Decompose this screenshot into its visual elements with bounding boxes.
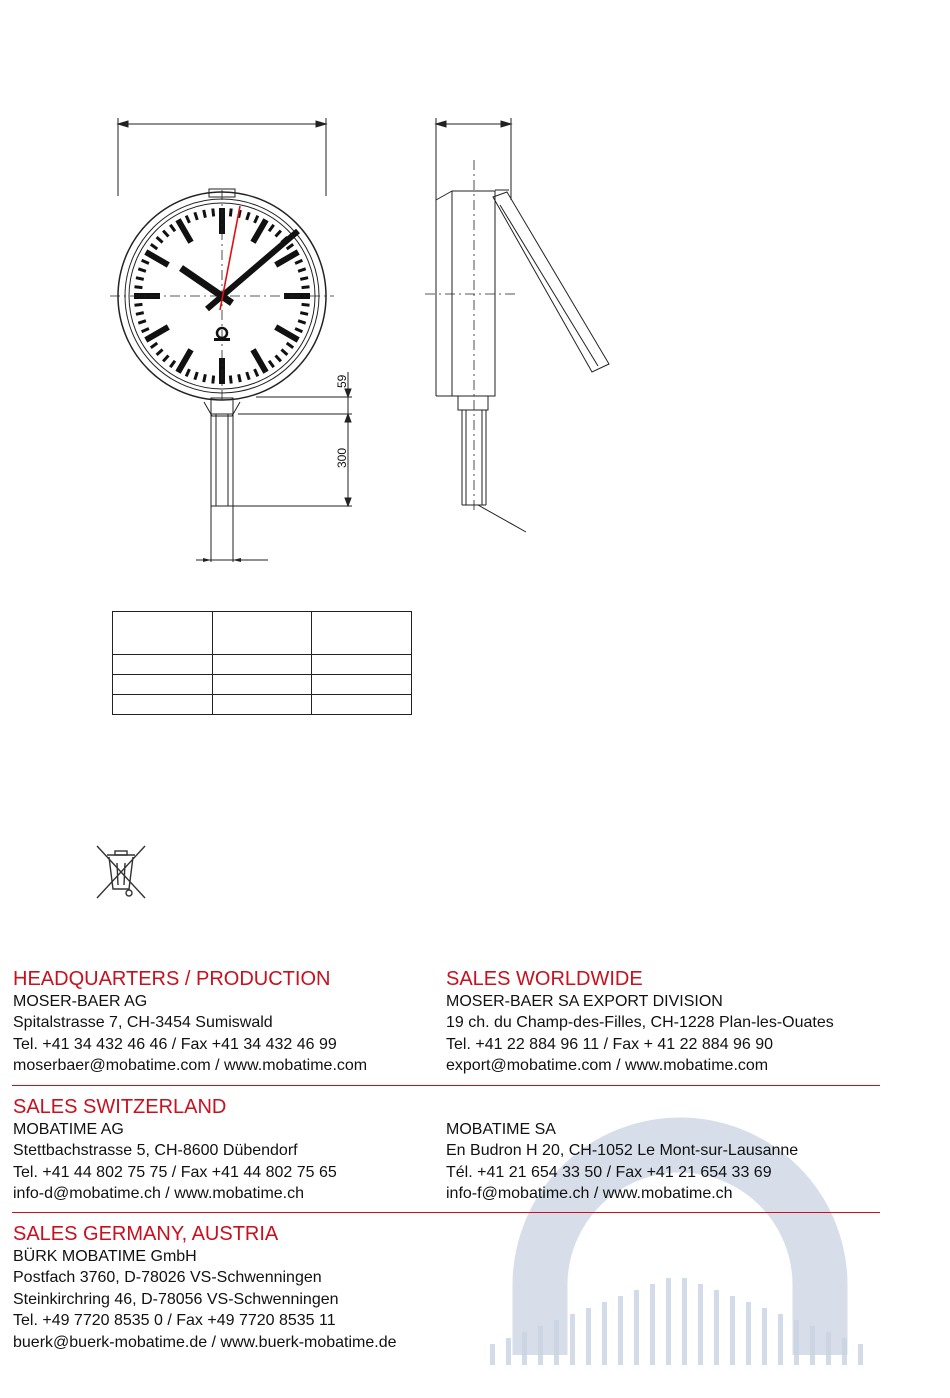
table-cell [212,675,312,695]
minute-tick [136,313,144,315]
table-cell [113,695,213,715]
address-line: En Budron H 20, CH-1052 Le Mont-sur-Lausanne [446,1142,799,1160]
minute-tick [302,304,310,305]
address-line: 19 ch. du Champ-des-Filles, CH-1228 Plan-les-Ouates [446,1014,834,1032]
switzerland-fr-section [446,1119,798,1205]
address-line: Stettbachstrasse 5, CH-8600 Dübendorf [13,1142,298,1160]
table-cell [212,612,312,655]
table-cell [312,612,412,655]
minute-tick [239,374,241,382]
phone-line: Tél. +41 21 654 33 50 / Fax +41 21 654 33 69 [446,1163,772,1181]
watermark-bar [634,1290,639,1365]
minute-tick [300,313,308,315]
watermark-bar [618,1296,623,1365]
table-cell [312,695,412,715]
phone-line: Tel. +41 34 432 46 46 / Fax +41 34 432 46 99 [13,1035,337,1053]
watermark-bar [794,1320,799,1365]
watermark-bar [682,1278,687,1365]
phone-line: Tel. +41 22 884 96 11 / Fax + 41 22 884 96 90 [446,1035,774,1053]
minute-tick [204,210,206,218]
address-line: Postfach 3760, D-78026 VS-Schwenningen [13,1269,322,1287]
height-dimensions [233,372,352,506]
minute-tick [213,208,214,216]
company-name: MOSER-BAER AG [13,993,148,1010]
watermark-bar [554,1320,559,1365]
table-cell [113,612,213,655]
minute-tick [134,287,142,288]
watermark-bar [778,1314,783,1365]
minute-tick [136,278,144,280]
watermark-bar [826,1332,831,1365]
specification-table [112,611,412,715]
address-line: Steinkirchring 46, D-78056 VS-Schwenningen [13,1290,339,1308]
watermark-bar [666,1278,671,1365]
section-divider [12,1085,880,1086]
minute-tick [302,287,310,288]
table-header-row [113,612,412,655]
switzerland-section [13,1095,337,1205]
front-width-dimension [118,118,326,196]
watermark-bar [746,1302,751,1365]
minute-tick [230,208,231,216]
watermark-bar [602,1302,607,1365]
company-name: MOSER-BAER SA EXPORT DIVISION [446,993,723,1010]
company-name: MOBATIME AG [13,1121,124,1138]
watermark-bar [730,1296,735,1365]
side-clock-view [425,118,609,532]
weee-crossed-bin-icon [93,843,149,901]
table-cell [113,655,213,675]
email-web-line: info-f@mobatime.ch / www.mobatime.ch [446,1185,733,1203]
minute-tick [230,376,231,384]
watermark-bar [538,1326,543,1365]
watermark-bar [586,1308,591,1365]
email-web-line: moserbaer@mobatime.com / www.mobatime.com [13,1057,368,1075]
watermark-bar [650,1284,655,1365]
table-cell [113,675,213,695]
phone-line: Tel. +49 7720 8535 0 / Fax +49 7720 8535 11 [13,1312,336,1330]
table-cell [212,695,312,715]
section-heading: SALES SWITZERLAND [13,1096,227,1118]
address-line: Spitalstrasse 7, CH-3454 Sumiswald [13,1014,273,1032]
company-name: BÜRK MOBATIME GmbH [13,1248,197,1265]
watermark-bar [522,1332,527,1365]
headquarters-section [13,967,367,1077]
watermark-bar [858,1344,863,1365]
email-web-line: buerk@buerk-mobatime.de / www.buerk-mobatime.de [13,1333,397,1351]
watermark-bar [810,1326,815,1365]
section-heading: SALES GERMANY, AUSTRIA [13,1223,279,1245]
section-heading: HEADQUARTERS / PRODUCTION [13,968,331,990]
watermark-bar [762,1308,767,1365]
company-name: MOBATIME SA [446,1121,556,1138]
watermark-bar [842,1338,847,1365]
table-cell [212,655,312,675]
section-heading: SALES WORLDWIDE [446,968,643,990]
minute-tick [213,376,214,384]
email-web-line: export@mobatime.com / www.mobatime.com [446,1057,769,1075]
table-row [113,695,412,715]
worldwide-section [446,967,834,1077]
dimension-label-59: 59 [335,374,349,388]
minute-tick [134,304,142,305]
table-row [113,655,412,675]
watermark-bar [570,1314,575,1365]
watermark-bar [506,1338,511,1365]
table-cell [312,655,412,675]
dimension-label-300: 300 [335,447,349,468]
watermark-bar [490,1344,495,1365]
table-cell [312,675,412,695]
watermark-bar [714,1290,719,1365]
phone-line: Tel. +41 44 802 75 75 / Fax +41 44 802 75 65 [13,1163,337,1181]
minute-tick [204,374,206,382]
watermark-bar [698,1284,703,1365]
section-divider [12,1212,880,1213]
germany-section [13,1222,397,1353]
email-web-line: info-d@mobatime.ch / www.mobatime.ch [13,1185,305,1203]
table-row [113,675,412,695]
minute-tick [300,278,308,280]
